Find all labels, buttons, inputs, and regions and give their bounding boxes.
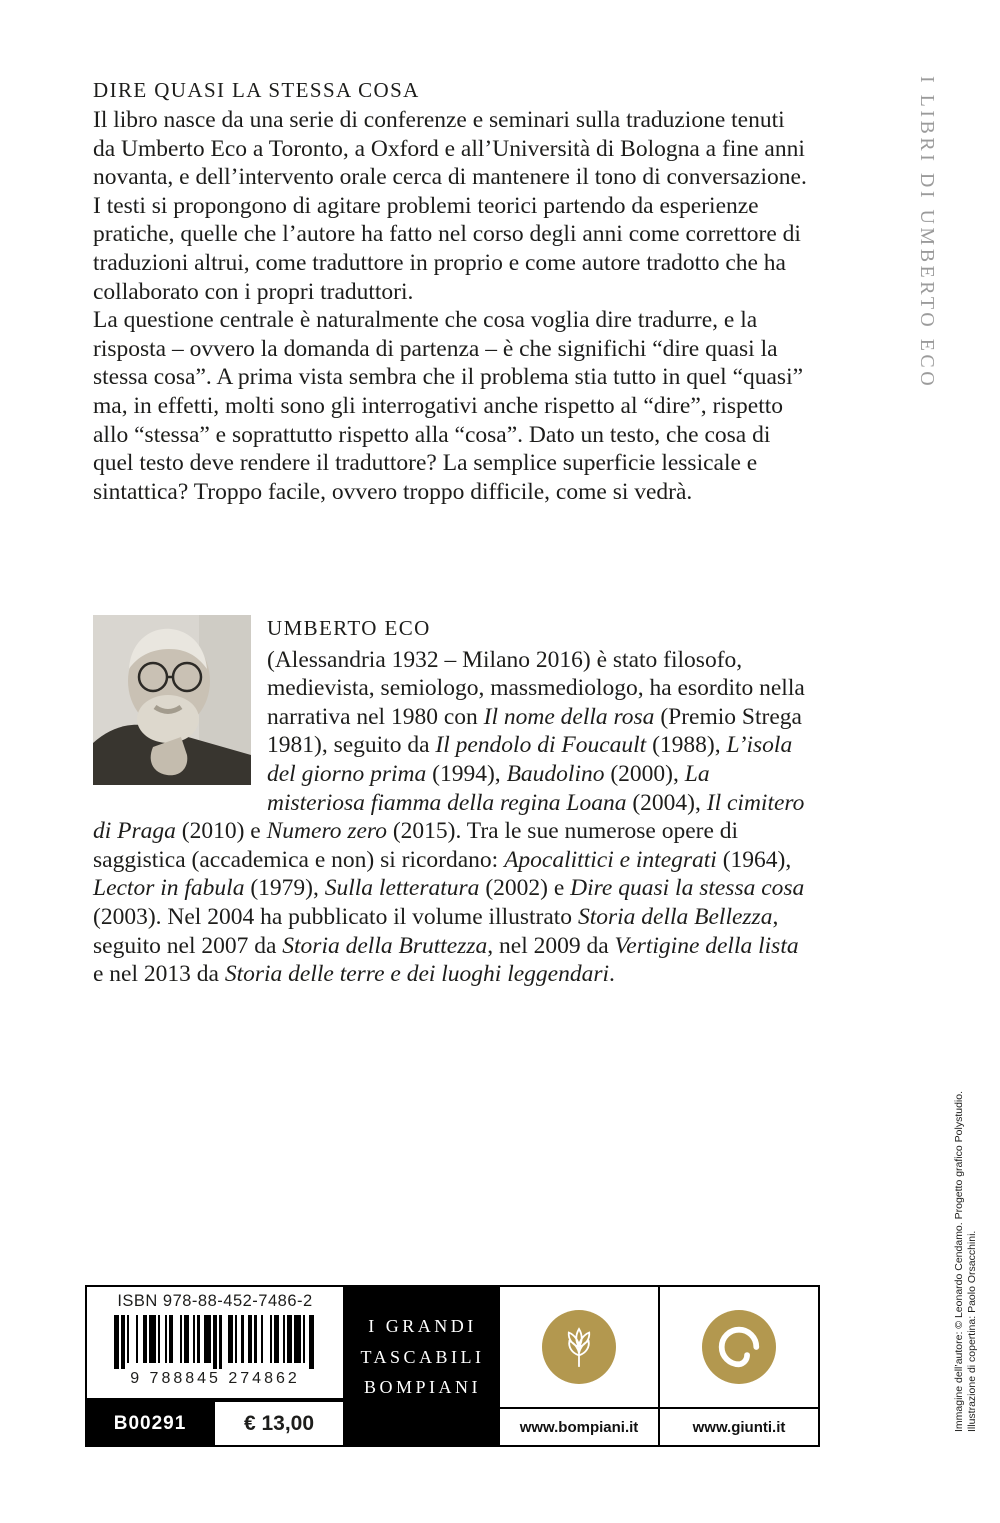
synopsis <box>93 78 807 506</box>
series-line: TASCABILI <box>360 1346 485 1367</box>
synopsis-paragraph-2: La questione centrale è naturalmente che cosa voglia dire tradurre, e la risposta – ovvero la domanda di partenza – è che significhi “dire quasi la stessa cosa”. A prima vista sembra che il problema stia tutto in quel “quasi” ma, in effetti, molti sono gli interrogativi anche rispetto al “dire”, rispetto allo “stessa” e soprattutto rispetto alla “cosa”. Dato un testo, che cosa di quel testo deve rendere il traduttore? La semplice superficie lessicale e sintattica? Troppo facile, ovvero troppo difficile, come si vedrà. <box>93 307 804 505</box>
synopsis-paragraph-1: Il libro nasce da una serie di conferenze e seminari sulla traduzione tenuti da Umberto Eco a Toronto, a Oxford e all’Università di Bologna a fine anni novanta, e dell’intervento orale cerca di mantenere il tono di conversazione. I testi si propongono di agitare problemi teorici partendo da esperienze pratiche, quelle che l’autore ha fatto nel corso degli anni come correttore di traduzioni altrui, come traduttore in proprio e come autore tradotto che ha collaborato con i propri traduttori. <box>93 107 807 305</box>
credit-illustration: Illustrazione di copertina: Paolo Orsacchini. <box>966 1230 978 1432</box>
spine-text: I LIBRI DI UMBERTO ECO <box>916 76 938 390</box>
product-code: B00291 <box>85 1400 215 1447</box>
series-line: BOMPIANI <box>363 1377 481 1398</box>
series-box <box>345 1285 500 1447</box>
author-photo <box>93 615 251 785</box>
barcode-bars <box>107 1315 323 1369</box>
bompiani-url: www.bompiani.it <box>500 1407 658 1445</box>
barcode-number: 9 788845 274862 <box>130 1370 300 1387</box>
synopsis-title: DIRE QUASI LA STESSA COSA <box>93 78 420 102</box>
barcode-box <box>85 1285 345 1447</box>
footer <box>85 1285 820 1447</box>
giunti-url: www.giunti.it <box>660 1407 818 1445</box>
giunti-logo-box <box>660 1285 820 1447</box>
bompiani-logo-box <box>500 1285 660 1447</box>
credit-photo: Immagine dell’autore: © Leonardo Cendamo. Progetto grafico Polystudio. <box>953 1090 965 1432</box>
author-section <box>93 610 807 989</box>
series-line: I GRANDI <box>368 1316 477 1337</box>
isbn-label: ISBN 978-88-452-7486-2 <box>117 1292 313 1310</box>
price: € 13,00 <box>215 1400 345 1447</box>
author-bio: (Alessandria 1932 – Milano 2016) è stato filosofo, medievista, semiologo, massmediologo, ha esordito nella narrativa nel 1980 con Il nome della rosa (Premio Strega 1981), seguito da Il pendolo di Foucault (1988), L’isola del giorno prima (1994), Baudolino (2000), La misteriosa fiamma della regina Loana (2004), Il cimitero di Praga (2010) e Numero zero (2015). Tra le sue numerose opere di saggistica (accademica e non) si ricordano: Apocalittici e integrati (1964), Lector in fabula (1979), Sulla letteratura (2002) e Dire quasi la stessa cosa (2003). Nel 2004 ha pubblicato il volume illustrato Storia della Bellezza, seguito nel 2007 da Storia della Bruttezza, nel 2009 da Vertigine della lista e nel 2013 da Storia delle terre e dei luoghi leggendari. <box>93 646 805 988</box>
author-name: UMBERTO ECO <box>267 616 431 640</box>
giunti-g-icon <box>702 1310 776 1384</box>
bompiani-flower-icon <box>542 1310 616 1384</box>
